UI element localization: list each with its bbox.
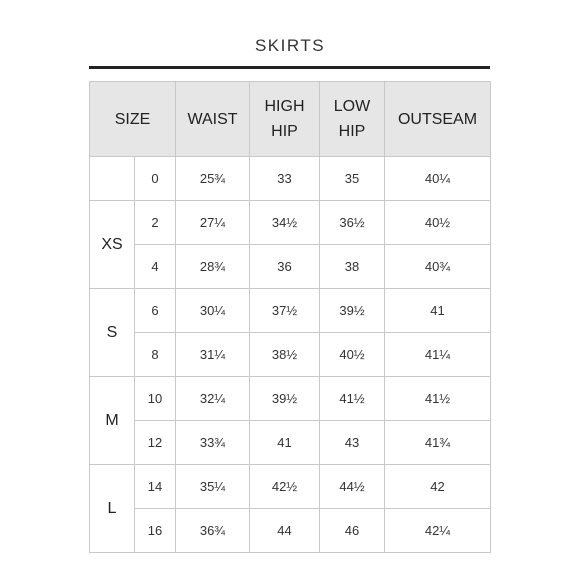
high-hip-value: 33 — [250, 157, 320, 201]
header-outseam: OUTSEAM — [385, 82, 491, 157]
header-low-hip-line-2: HIP — [338, 123, 366, 140]
outseam-value: 41½ — [385, 377, 491, 421]
header-waist: WAIST — [176, 82, 250, 157]
outseam-value: 41¼ — [385, 333, 491, 377]
low-hip-value: 40½ — [320, 333, 385, 377]
header-low-hip-line-1: LOW — [333, 98, 371, 115]
waist-value: 28¾ — [176, 245, 250, 289]
low-hip-value: 35 — [320, 157, 385, 201]
low-hip-value: 43 — [320, 421, 385, 465]
size-number: 10 — [135, 377, 176, 421]
high-hip-value: 37½ — [250, 289, 320, 333]
size-group-l: L — [90, 465, 135, 553]
table-header-row — [90, 82, 491, 157]
size-chart-table — [89, 81, 491, 553]
size-number: 4 — [135, 245, 176, 289]
low-hip-value: 46 — [320, 509, 385, 553]
size-number: 14 — [135, 465, 176, 509]
table-row — [90, 421, 491, 465]
low-hip-value: 41½ — [320, 377, 385, 421]
high-hip-value: 34½ — [250, 201, 320, 245]
size-number: 8 — [135, 333, 176, 377]
low-hip-value: 38 — [320, 245, 385, 289]
size-number: 16 — [135, 509, 176, 553]
waist-value: 33¾ — [176, 421, 250, 465]
header-size: SIZE — [90, 82, 176, 157]
title-divider — [89, 66, 490, 69]
high-hip-value: 41 — [250, 421, 320, 465]
page-title: SKIRTS — [254, 36, 326, 55]
size-number: 0 — [135, 157, 176, 201]
low-hip-value: 44½ — [320, 465, 385, 509]
waist-value: 31¼ — [176, 333, 250, 377]
high-hip-value: 36 — [250, 245, 320, 289]
table-row — [90, 333, 491, 377]
waist-value: 36¾ — [176, 509, 250, 553]
outseam-value: 40¼ — [385, 157, 491, 201]
outseam-value: 42¼ — [385, 509, 491, 553]
table-row — [90, 245, 491, 289]
size-group-m: M — [90, 377, 135, 465]
table-row — [90, 289, 491, 333]
low-hip-value: 36½ — [320, 201, 385, 245]
header-low-hip — [320, 82, 385, 157]
high-hip-value: 42½ — [250, 465, 320, 509]
waist-value: 27¼ — [176, 201, 250, 245]
header-high-hip-line-1: HIGH — [264, 98, 305, 115]
size-group-xs: XS — [90, 201, 135, 289]
header-high-hip-line-2: HIP — [271, 123, 298, 140]
size-number: 12 — [135, 421, 176, 465]
size-number: 2 — [135, 201, 176, 245]
waist-value: 30¼ — [176, 289, 250, 333]
high-hip-value: 44 — [250, 509, 320, 553]
table-row — [90, 377, 491, 421]
size-group-blank — [90, 157, 135, 201]
outseam-value: 40¾ — [385, 245, 491, 289]
table-row — [90, 201, 491, 245]
waist-value: 35¼ — [176, 465, 250, 509]
outseam-value: 41¾ — [385, 421, 491, 465]
outseam-value: 42 — [385, 465, 491, 509]
outseam-value: 41 — [385, 289, 491, 333]
outseam-value: 40½ — [385, 201, 491, 245]
size-group-s: S — [90, 289, 135, 377]
waist-value: 32¼ — [176, 377, 250, 421]
header-high-hip — [250, 82, 320, 157]
table-row — [90, 465, 491, 509]
high-hip-value: 39½ — [250, 377, 320, 421]
size-number: 6 — [135, 289, 176, 333]
waist-value: 25¾ — [176, 157, 250, 201]
table-row — [90, 157, 491, 201]
high-hip-value: 38½ — [250, 333, 320, 377]
table-row — [90, 509, 491, 553]
low-hip-value: 39½ — [320, 289, 385, 333]
